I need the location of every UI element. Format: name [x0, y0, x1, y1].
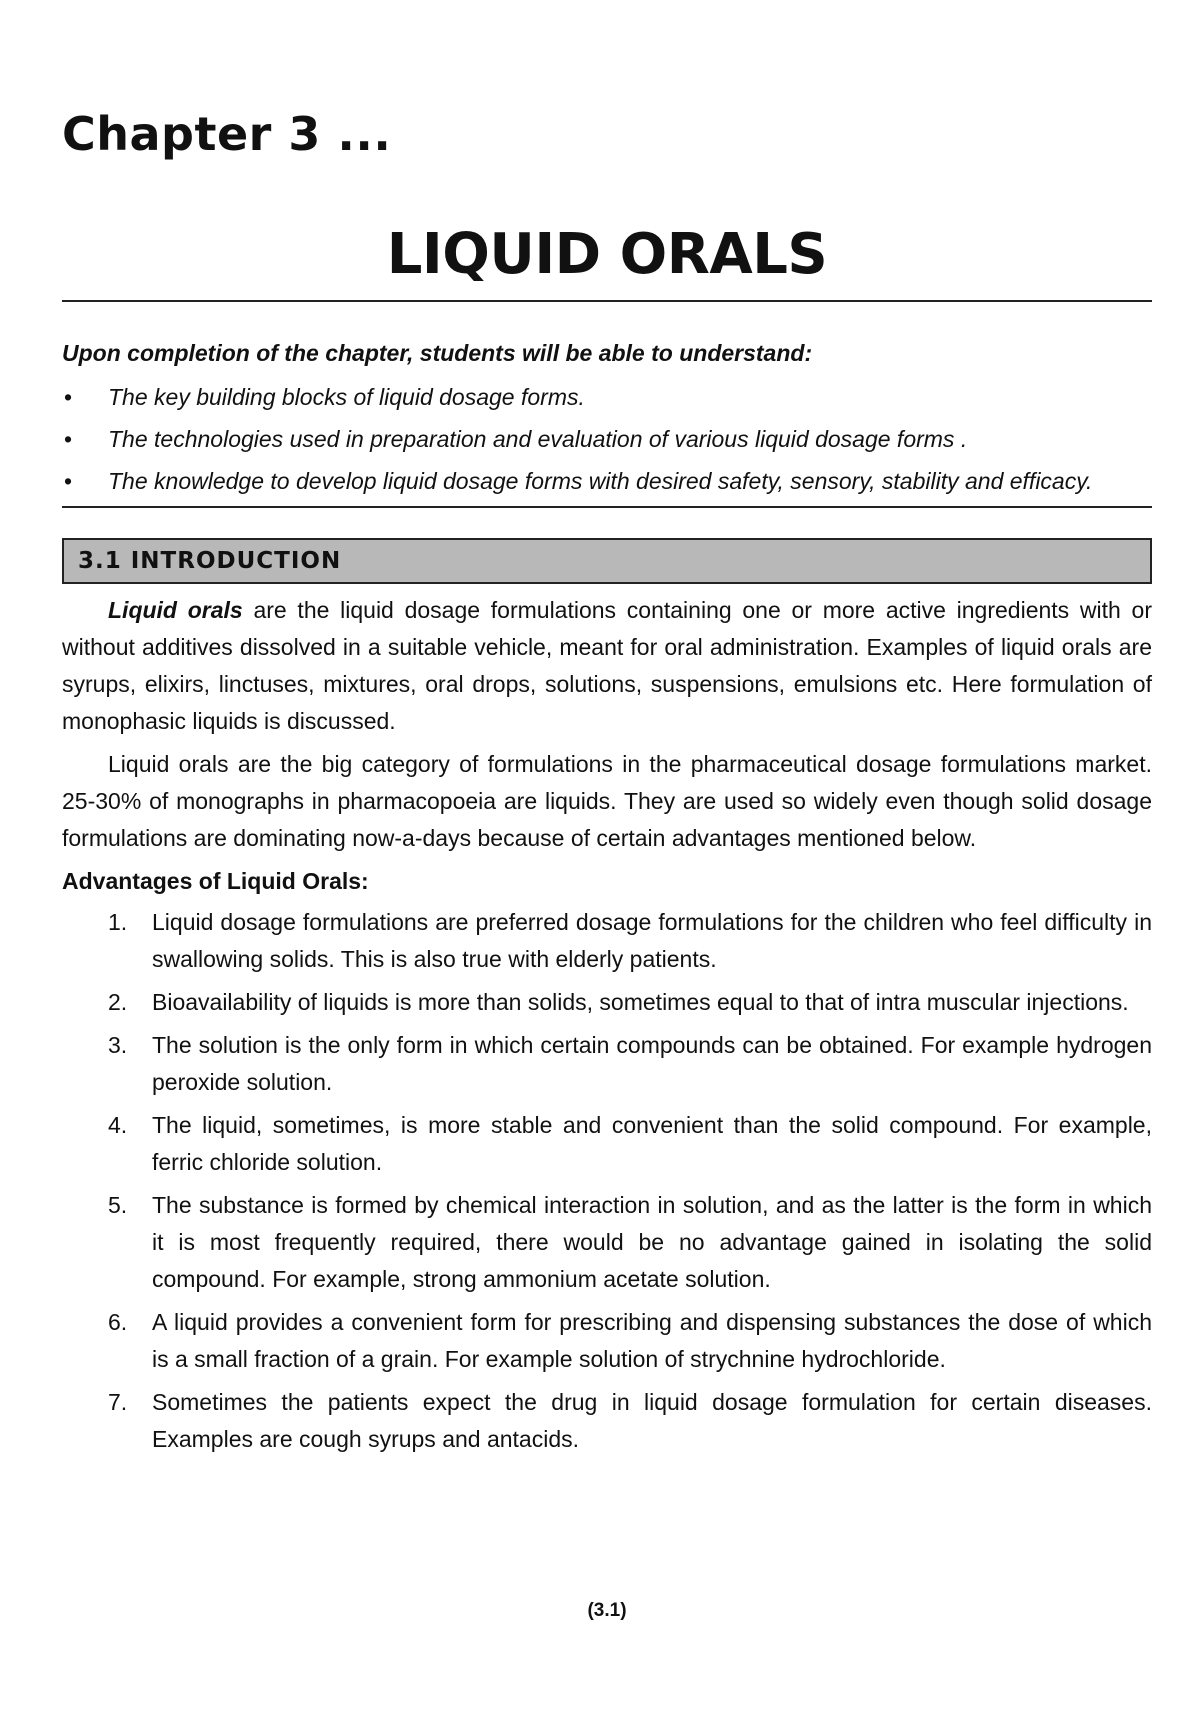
item-number: 2.: [108, 989, 128, 1015]
document-page: [62, 0, 1153, 1621]
item-number: 5.: [108, 1192, 128, 1218]
item-number: 6.: [108, 1309, 128, 1335]
advantages-list: [62, 904, 1152, 1458]
bullet-icon: •: [64, 384, 73, 410]
objective-text: The key building blocks of liquid dosage forms.: [108, 384, 585, 410]
advantage-text: The substance is formed by chemical interaction in solution, and as the latter is the form in which it is most frequently required, there would be no advantage gained in isolating the solid compound. For example, strong ammonium acetate solution.: [152, 1192, 1152, 1292]
advantage-item: [62, 1027, 1152, 1101]
advantage-text: The solution is the only form in which certain compounds can be obtained. For example hydrogen peroxide solution.: [152, 1032, 1152, 1095]
advantage-item: [62, 984, 1152, 1021]
page-number: (3.1): [587, 1600, 627, 1621]
advantage-item: [62, 1384, 1152, 1458]
bullet-icon: •: [64, 426, 73, 452]
objective-item: [62, 462, 1152, 500]
section-heading: 3.1 INTRODUCTION: [62, 538, 1152, 584]
objective-item: [62, 378, 1152, 416]
advantage-text: Bioavailability of liquids is more than solids, sometimes equal to that of intra muscular injections.: [152, 989, 1129, 1015]
item-number: 7.: [108, 1389, 128, 1415]
defined-term: Liquid orals: [108, 597, 243, 623]
learning-objectives: [62, 338, 1152, 500]
intro-paragraph-2: Liquid orals are the big category of formulations in the pharmaceutical dosage formulations market. 25-30% of monographs in pharmacopoeia are liquids. They are used so widely even though solid dosage formulations are dominating now-a-days because of certain advantages mentioned below.: [62, 751, 1152, 851]
chapter-label: Chapter 3 ...: [62, 107, 392, 161]
objectives-divider: [62, 506, 1152, 508]
paragraph-text: are the liquid dosage formulations containing one or more active ingredients with or without additives dissolved in a suitable vehicle, meant for oral administration. Examples of liquid orals are syrups, elixirs, linctuses, mixtures, oral drops, solutions, suspensions, emulsions etc. Here formulation of monophasic liquids is discussed.: [62, 597, 1153, 734]
objectives-list: [62, 378, 1152, 500]
advantage-item: [62, 1107, 1152, 1181]
objectives-heading: Upon completion of the chapter, students will be able to understand:: [62, 340, 813, 366]
advantage-text: Sometimes the patients expect the drug in liquid dosage formulation for certain diseases. Examples are cough syrups and antacids.: [152, 1389, 1152, 1452]
advantage-text: A liquid provides a convenient form for prescribing and dispensing substances the dose of which is a small fraction of a grain. For example solution of strychnine hydrochloride.: [152, 1309, 1152, 1372]
advantage-item: [62, 1187, 1152, 1298]
title-divider: [62, 300, 1152, 302]
chapter-title: LIQUID ORALS: [386, 222, 828, 287]
objective-text: The technologies used in preparation and evaluation of various liquid dosage forms .: [108, 426, 968, 452]
advantage-text: The liquid, sometimes, is more stable and convenient than the solid compound. For example, ferric chloride solution.: [152, 1112, 1152, 1175]
advantage-item: [62, 1304, 1152, 1378]
item-number: 1.: [108, 909, 128, 935]
advantage-text: Liquid dosage formulations are preferred dosage formulations for the children who feel difficulty in swallowing solids. This is also true with elderly patients.: [152, 909, 1152, 972]
objective-item: [62, 420, 1152, 458]
item-number: 4.: [108, 1112, 128, 1138]
advantages-heading: Advantages of Liquid Orals:: [62, 868, 369, 894]
intro-paragraph-1: [62, 592, 1152, 740]
bullet-icon: •: [64, 468, 73, 494]
advantage-item: [62, 904, 1152, 978]
item-number: 3.: [108, 1032, 128, 1058]
objective-text: The knowledge to develop liquid dosage forms with desired safety, sensory, stability and efficacy.: [108, 468, 1093, 494]
